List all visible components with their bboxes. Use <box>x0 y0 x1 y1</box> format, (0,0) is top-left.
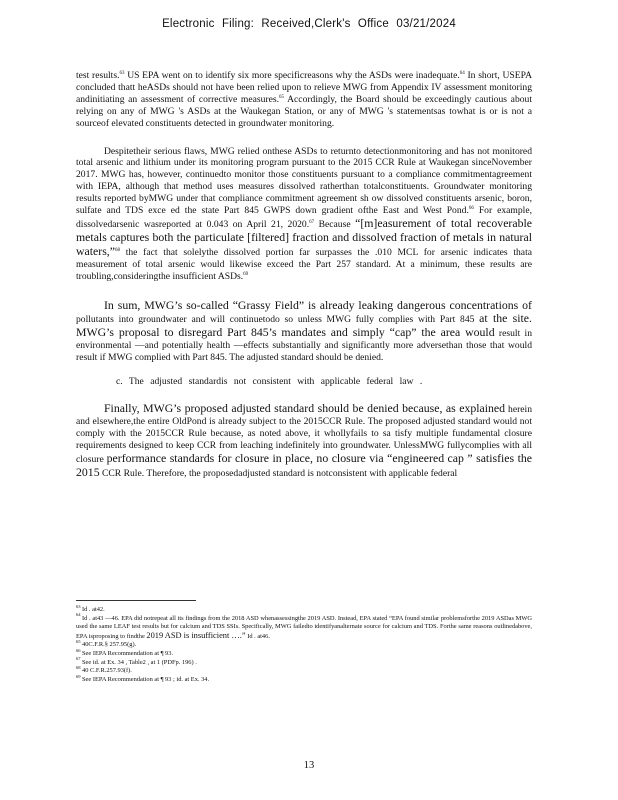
footnotes <box>76 603 532 684</box>
text-run: “[m]easurement of total recoverable metals captures both the particulate [filtered] fraction and dissolved fraction of metals in natural waters,” <box>76 215 533 258</box>
footnote-text: See IEPA Recommendation at ¶ 93 ; id. at Ex. 34. <box>82 675 210 683</box>
footnote-ref: 64 <box>459 70 465 76</box>
footnote: 64Id . at43 —46. EPA did notrepeat all its findings from the 2018 ASD whenassessingthe 2019 ASD. Instead, EPA stated “EPA found similar problemsforthe 2019 ASDas MWG used the same LEAF test results but for calcium and TDS SSIs. Specifically, MWG failedto identifyanalternate source for calcium and TDS. Forthe same reasons outlinedabove, EPA isproposing to findthe 2019 ASD is insufficient ….” Id . at46. <box>76 612 532 640</box>
text-run: In short, USEPA concluded thatt heASDs should not have been relied upon to relieve MWG from Appendix IV assessment monitoring andinitiating an assessment of corrective measures. <box>76 70 532 105</box>
footnote: 6840 C.F.R.257.93(f). <box>76 665 132 675</box>
section-subheading: c. The adjusted standardis not consistent with applicable federal law . <box>116 376 423 388</box>
footnote-ref: 68 <box>114 247 120 253</box>
text-run: In sum, MWG’s so-called “Grassy Field” is already leaking dangerous concentrations of <box>104 297 532 312</box>
document-body <box>76 70 532 479</box>
text-run: Accordingly, the Board should be exceedingly cautious about relying on any of MWG 's ASDs at the Waukegan Station, or any of MWG 's statementsas towhat is or is not a sourceof elevated constituents detected in groundwater monitoring. <box>76 93 532 129</box>
footnote-text: 40 C.F.R.257.93(f). <box>82 667 132 675</box>
footnote-text: 40C.F.R.§ 257.95(g). <box>82 641 137 649</box>
text-run: pollutants into groundwater and will continuetodo so unless MWG fully complies with Part 845 <box>76 314 480 326</box>
footnote: 67See id. at Ex. 34 , Table2 , at 1 (PDFp. 196) . <box>76 656 197 666</box>
footnote-text: Id . at42. <box>82 606 105 613</box>
footnote-ref: 69 <box>243 271 249 277</box>
text-run: CCR Rule. Therefore, the proposedadjusted standard is notconsistent with applicable federal <box>99 467 458 479</box>
footnote: 63Id . at42. <box>76 603 105 613</box>
footnote-text: 2019 ASD is insufficient ….” <box>146 630 246 640</box>
text-run: herein and elsewhere,the entire OldPond is already subject to the 2015CCR Rule. The proposed adjusted standard would not comply with the 2015CCR Rule because, as noted above, it whollyfails to sa tisfy multiple fundamental closure requirements designed to keep CCR from leaching indefinitely into groundwater. UnlessMWG fullycomplies with all closure <box>76 404 532 465</box>
footnote-ref: 67 <box>309 219 315 225</box>
text-run: For example, dissolvedarsenic wasreported at 0.043 on April 21, 2020. <box>76 205 532 230</box>
text-run: the fact that solelythe dissolved portion far surpasses the .010 MCL for arsenic indicates thata measurement of total arsenic would likewise exceed the Part 257 standard. At a minimum, these results are troubling,consideringthe insufficient ASDs. <box>76 246 532 282</box>
footnote: 6540C.F.R.§ 257.95(g). <box>76 639 137 649</box>
footnote-ref: 66 <box>468 205 474 211</box>
footnote-text: Id . at46. <box>245 632 270 640</box>
page-number: 13 <box>303 760 315 771</box>
filing-stamp-header: Electronic Filing: Received,Clerk's Office 03/21/2024 <box>162 18 456 30</box>
text-run: at the site. MWG’s proposal to disregard Part 845’s mandates and simply “cap” the area would <box>76 311 532 340</box>
paragraph-monitoring <box>76 146 532 283</box>
text-run: result in environmental —and potentially health —effects substantially and significantly more adversethan those that would result if MWG complied with Part 845. The adjusted standard should be denied. <box>76 328 533 364</box>
text-run: performance standards for closure in place, no closure via “engineered cap ” satisfies the 2015 <box>76 450 532 479</box>
footnote: 66See IEPA Recommendation at ¶ 93. <box>76 647 174 657</box>
text-run: Finally, MWG’s proposed adjusted standard should be denied because, as explained <box>104 401 506 416</box>
footnote-text: See IEPA Recommendation at ¶ 93. <box>82 649 174 657</box>
footnote-text: See id. at Ex. 34 , Table2 , at 1 (PDFp. 196) . <box>82 658 197 666</box>
paragraph-asd-results <box>76 70 532 130</box>
paragraph-in-sum <box>76 299 532 365</box>
footnote-ref: 65 <box>278 94 284 100</box>
text-run: Despitetheir serious flaws, MWG relied onthese ASDs to returnto detectionmonitoring and has not monitored total arsenic and lithium under its monitoring program pursuant to the 2015 CCR Rule at Waukegan sinceNovember 2017. MWG has, however, continuedto monitor those constituents pursuant to a compliance commitmentagreement with IEPA, although that method uses measures dissolved ratherthan totalconstituents. Groundwater monitoring results reported byMWG under that compliance commitment agreement sh ow dissolved constituents arsenic, boron, sulfate and TDS exce ed the state Part 845 GWPS down gradient ofthe East and West Pond. <box>76 145 532 217</box>
footnote-ref: 63 <box>119 70 125 76</box>
footnote-text: Id . at43 —46. EPA did notrepeat all its findings from the 2018 ASD whenassessingthe 2019 ASD. Instead, EPA stated “EPA found similar problemsforthe 2019 ASDas MWG used the same LEAF test results but for calcium and TDS SSIs. Specifically, MWG failedto identifyanalternate source for calcium and TDS. Forthe same reasons outlinedabove, EPA isproposing to findthe <box>76 614 532 640</box>
footnote-divider <box>76 600 196 601</box>
text-run: US EPA went on to identify six more specificreasons why the ASDs were inadequate. <box>124 70 460 81</box>
text-run: Because <box>314 218 356 230</box>
text-run: test results. <box>76 70 120 81</box>
footnote: 69See IEPA Recommendation at ¶ 93 ; id. at Ex. 34. <box>76 673 210 683</box>
paragraph-finally <box>76 402 532 479</box>
